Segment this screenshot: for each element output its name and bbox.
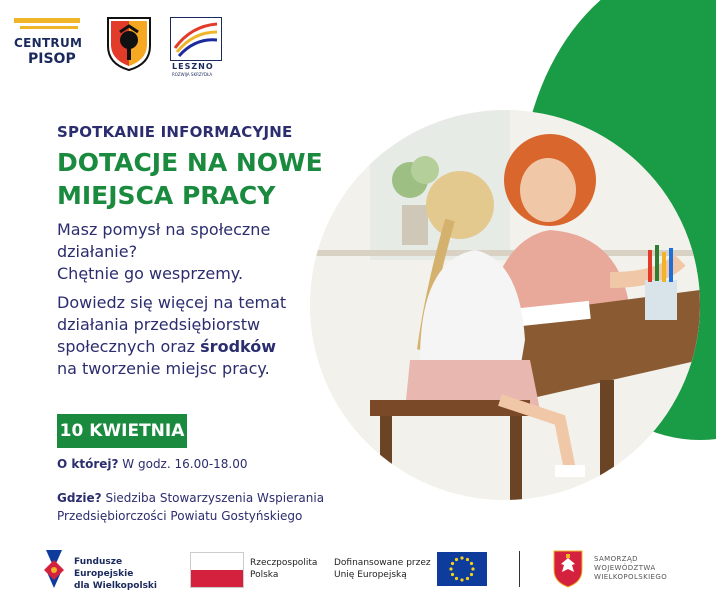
centrum-pisop-logo — [14, 18, 84, 70]
wielkopolska-line3: WIELKOPOLSKIEGO — [594, 573, 668, 581]
event-description — [57, 292, 317, 380]
centrum-pisop-logo-line1: CENTRUM — [14, 36, 83, 50]
city-crest-icon — [106, 16, 152, 72]
place-answer-line1: Siedziba Stowarzyszenia Wspierania — [101, 491, 325, 505]
european-funds-icon — [42, 548, 66, 590]
description-line3-bold: środków — [200, 337, 276, 356]
event-time — [57, 457, 248, 471]
event-place — [57, 489, 347, 525]
event-lead — [57, 219, 307, 285]
footer-divider — [519, 551, 520, 587]
description-line2: działania przedsiębiorstw — [57, 315, 261, 334]
centrum-pisop-logo-line2: PISOP — [28, 51, 76, 67]
place-answer-line2: Przedsiębiorczości Powiatu Gostyńskiego — [57, 509, 303, 523]
event-title-line1: DOTACJE NA NOWE — [57, 148, 323, 177]
place-question: Gdzie? — [57, 491, 102, 505]
event-photo — [310, 110, 700, 500]
eu-funding-text — [334, 557, 444, 581]
eu-flag-icon — [437, 552, 487, 586]
leszno-logo-name: LESZNO — [172, 62, 214, 71]
description-line3-text: społecznych oraz — [57, 337, 201, 356]
wielkopolska-line2: WOJEWÓDZTWA — [594, 564, 656, 572]
description-line3 — [57, 336, 317, 358]
leszno-logo-motto: ROZWIJA SKRZYDŁA — [172, 72, 213, 77]
logo-bar-top — [14, 18, 80, 23]
flag-red-stripe — [191, 570, 243, 587]
date-badge: 10 KWIETNIA — [57, 414, 187, 448]
description-line4: na tworzenie miejsc pracy. — [57, 359, 270, 378]
leszno-logo — [170, 17, 222, 77]
wielkopolska-crest-icon — [553, 550, 583, 588]
event-title-line2: MIEJSCA PRACY — [57, 181, 276, 210]
european-funds-line1: Fundusze Europejskie — [74, 557, 134, 579]
wielkopolska-text — [594, 555, 704, 582]
eu-funding-line2: Unię Europejską — [334, 570, 407, 580]
flag-white-stripe — [191, 553, 243, 570]
event-title — [57, 146, 357, 212]
eu-funding-line1: Dofinansowane przez — [334, 558, 431, 568]
event-label: SPOTKANIE INFORMACYJNE — [57, 123, 293, 141]
time-question: O której? — [57, 457, 119, 471]
poland-text — [250, 557, 330, 581]
poland-flag-icon — [190, 552, 244, 588]
description-line1: Dowiedz się więcej na temat — [57, 293, 287, 312]
time-answer: W godz. 16.00-18.00 — [118, 457, 248, 471]
wielkopolska-line1: SAMORZĄD — [594, 555, 638, 563]
lead-line3: Chętnie go wesprzemy. — [57, 264, 244, 283]
lead-line1: Masz pomysł na społeczne — [57, 220, 271, 239]
lead-line2: działanie? — [57, 242, 138, 261]
poland-line1: Rzeczpospolita — [250, 558, 318, 568]
european-funds-text — [74, 556, 184, 592]
leszno-logo-graphic — [170, 17, 222, 61]
european-funds-line2: dla Wielkopolski — [74, 581, 157, 591]
poland-line2: Polska — [250, 570, 279, 580]
logo-bar-bottom — [20, 26, 78, 29]
